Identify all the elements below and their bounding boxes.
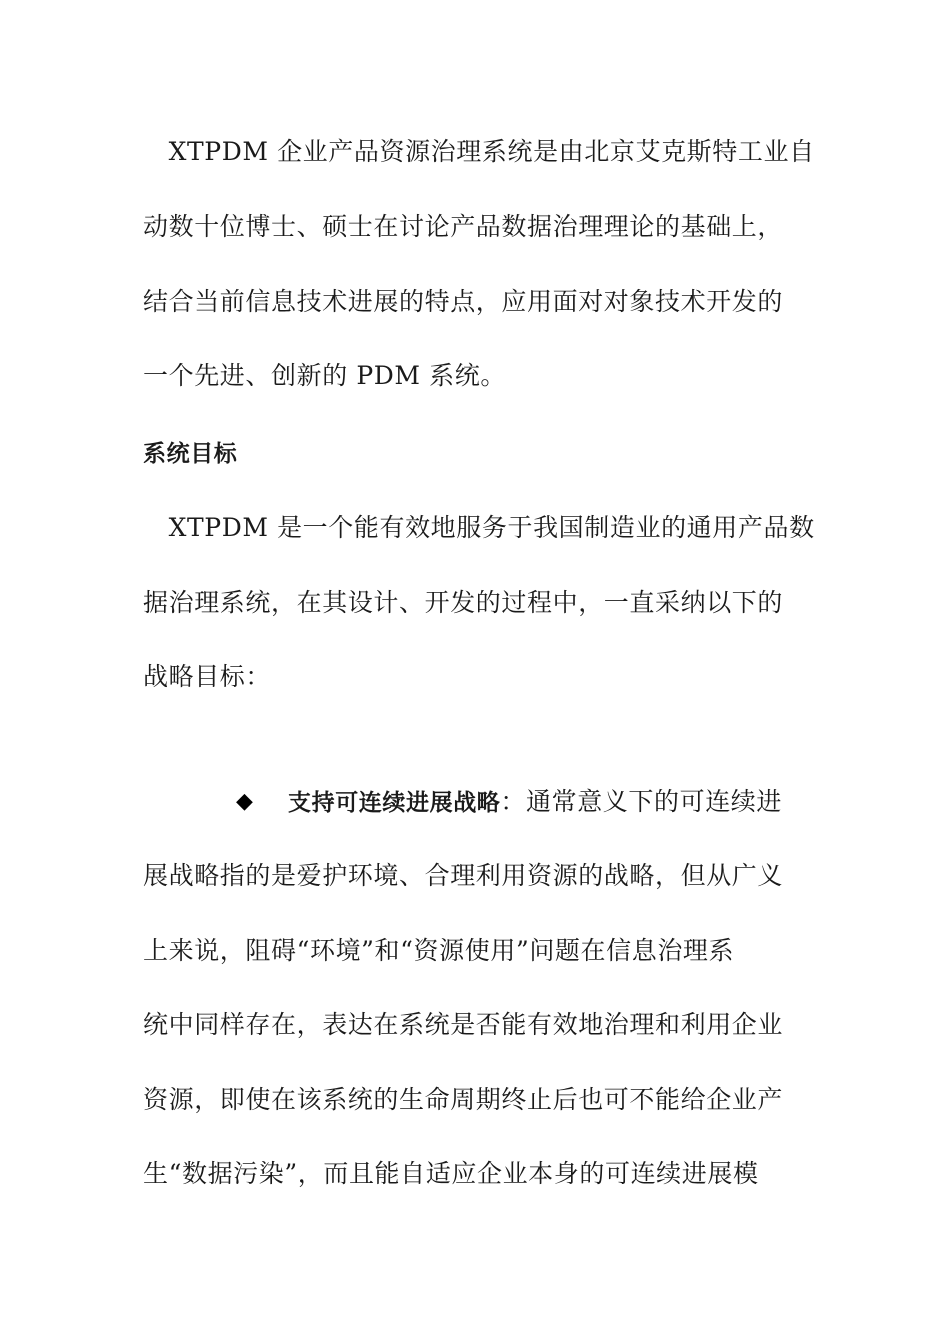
bullet-line-5: 资源，即使在该系统的生命周期终止后也可不能给企业产 <box>143 1085 784 1114</box>
goal-line-1: XTPDM 是一个能有效地服务于我国制造业的通用产品数 <box>143 513 815 542</box>
bullet-text <box>288 786 782 819</box>
intro-line-2: 动数十位博士、硕士在讨论产品数据治理理论的基础上， <box>143 212 784 241</box>
bullet-line-2: 展战略指的是爱护环境、合理利用资源的战略，但从广义 <box>143 861 784 890</box>
bullet-first-line-rest: ：通常意义下的可连续进 <box>500 787 783 816</box>
intro-line-3: 结合当前信息技术进展的特点，应用面对对象技术开发的 <box>143 287 784 316</box>
diamond-bullet-icon: ◆ <box>236 789 254 814</box>
bullet-title: 支持可连续进展战略 <box>288 790 501 816</box>
bullet-line-4: 统中同样存在，表达在系统是否能有效地治理和利用企业 <box>143 1010 784 1039</box>
bullet-first-line <box>143 786 808 818</box>
intro-line-4: 一个先进、创新的 PDM 系统。 <box>143 361 506 390</box>
intro-line-1: XTPDM 企业产品资源治理系统是由北京艾克斯特工业自 <box>143 137 815 166</box>
bullet-line-3: 上来说，阻碍“环境”和“资源使用”问题在信息治理系 <box>143 936 735 965</box>
bullet-line-6: 生“数据污染”，而且能自适应企业本身的可连续进展模 <box>143 1159 759 1188</box>
section-heading: 系统目标 <box>143 441 238 467</box>
goal-line-3: 战略目标： <box>143 662 272 691</box>
goal-line-2: 据治理系统，在其设计、开发的过程中，一直采纳以下的 <box>143 588 784 617</box>
